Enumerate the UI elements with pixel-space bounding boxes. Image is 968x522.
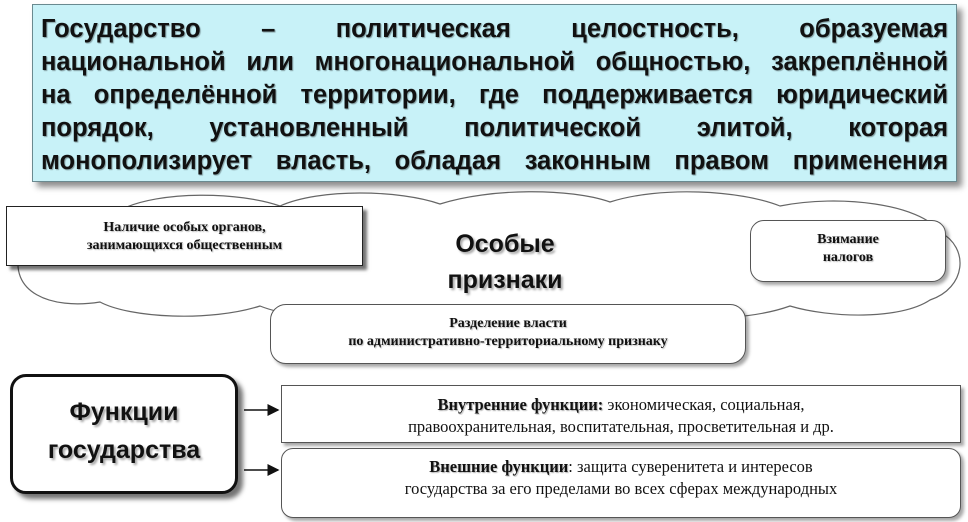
functions-title-box: Функции государства [10,374,238,494]
definition-term: Государство [41,15,201,43]
definition-line-1: Государство – политическая целостность, образуемая [41,15,948,43]
definition-line-2: национальной или многонациональной общностью, закреплённой [41,48,948,76]
sign-organs-box: Наличие особых органов, занимающихся общественным [6,206,363,266]
signs-title: Особые признаки [447,230,563,294]
definition-line-4: порядок, установленный политической элитой, которая [41,114,948,142]
internal-functions-label: Внутренние функции: [437,395,604,414]
external-functions-box: Внешние функции: защита суверенитета и интересов государства за его пределами во всех сферах международных [281,448,961,518]
definition-line-5: монополизирует власть, обладая законным правом применения [41,147,948,175]
sign-taxes-box: Взимание налогов [750,220,946,282]
sign-division-box: Разделение власти по административно-территориальному признаку [270,304,746,364]
definition-box [32,4,957,182]
internal-functions-box: Внутренние функции: экономическая, социальная, правоохранительная, воспитательная, просветительная и др. [281,385,961,443]
definition-line-3: на определённой территории, где поддерживается юридический [41,81,948,109]
external-functions-label: Внешние функции [429,457,569,476]
